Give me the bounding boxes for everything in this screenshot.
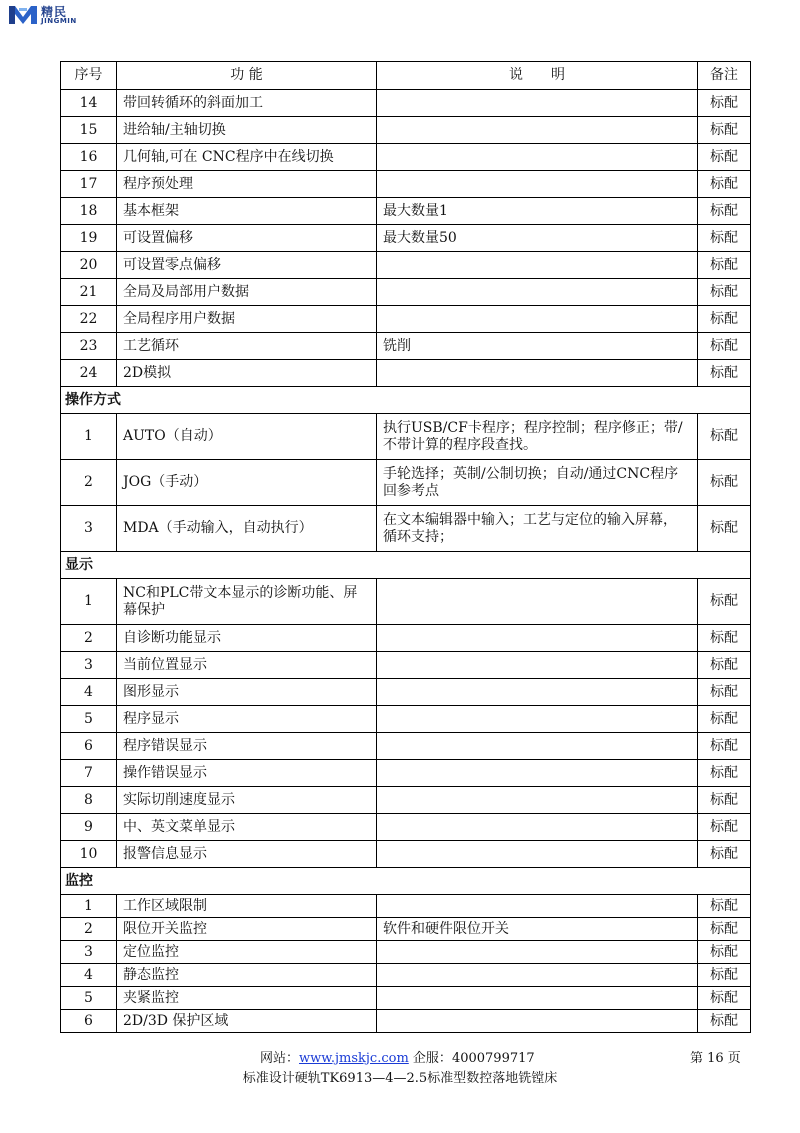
row-function: 报警信息显示 [117, 841, 377, 868]
row-no: 3 [61, 506, 117, 552]
row-note: 标配 [698, 306, 751, 333]
row-note: 标配 [698, 1010, 751, 1033]
footer-doc-title: 标准设计硬轨TK6913—4—2.5标准型数控落地铣镗床 [242, 1071, 558, 1086]
row-no: 21 [61, 279, 117, 306]
header-note: 备注 [698, 62, 751, 90]
row-no: 9 [61, 814, 117, 841]
row-desc [377, 1010, 698, 1033]
row-desc: 在文本编辑器中输入；工艺与定位的输入屏幕， 循环支持； [377, 506, 698, 552]
row-desc: 软件和硬件限位开关 [377, 918, 698, 941]
row-no: 1 [61, 414, 117, 460]
row-note: 标配 [698, 144, 751, 171]
row-function: 工艺循环 [117, 333, 377, 360]
row-function: 全局及局部用户数据 [117, 279, 377, 306]
header-function: 功 能 [117, 62, 377, 90]
table-row [61, 941, 751, 964]
row-desc [377, 652, 698, 679]
row-function: 程序预处理 [117, 171, 377, 198]
website-link[interactable]: www.jmskjc.com [299, 1051, 409, 1066]
table-row [61, 90, 751, 117]
row-desc [377, 814, 698, 841]
row-desc [377, 279, 698, 306]
row-function: 中、英文菜单显示 [117, 814, 377, 841]
row-note: 标配 [698, 252, 751, 279]
jingmin-logo-icon [8, 3, 38, 27]
row-note: 标配 [698, 171, 751, 198]
row-note: 标配 [698, 506, 751, 552]
table-row [61, 964, 751, 987]
header-desc: 说 明 [377, 62, 698, 90]
table-row [61, 787, 751, 814]
row-desc [377, 117, 698, 144]
section-title: 监控 [61, 868, 751, 895]
row-desc [377, 625, 698, 652]
row-desc [377, 964, 698, 987]
row-note: 标配 [698, 579, 751, 625]
row-function: 可设置零点偏移 [117, 252, 377, 279]
row-desc: 最大数量50 [377, 225, 698, 252]
row-function: 可设置偏移 [117, 225, 377, 252]
row-no: 4 [61, 964, 117, 987]
hotline-label: 企服： [412, 1051, 452, 1066]
row-function: 进给轴/主轴切换 [117, 117, 377, 144]
row-desc [377, 941, 698, 964]
row-no: 23 [61, 333, 117, 360]
function-table [60, 61, 751, 1033]
row-note: 标配 [698, 117, 751, 144]
table-row [61, 706, 751, 733]
section-header-operation [61, 387, 751, 414]
row-desc [377, 895, 698, 918]
row-desc [377, 679, 698, 706]
row-note: 标配 [698, 225, 751, 252]
row-no: 10 [61, 841, 117, 868]
table-row [61, 144, 751, 171]
row-note: 标配 [698, 918, 751, 941]
row-no: 15 [61, 117, 117, 144]
row-note: 标配 [698, 360, 751, 387]
table-row [61, 987, 751, 1010]
table-row [61, 733, 751, 760]
table-row [61, 117, 751, 144]
table-row [61, 460, 751, 506]
row-no: 20 [61, 252, 117, 279]
table-row [61, 360, 751, 387]
row-no: 14 [61, 90, 117, 117]
row-function: 几何轴,可在 CNC程序中在线切换 [117, 144, 377, 171]
section-title: 操作方式 [61, 387, 751, 414]
row-desc [377, 841, 698, 868]
table-row [61, 225, 751, 252]
row-function: JOG（手动） [117, 460, 377, 506]
row-function: 程序显示 [117, 706, 377, 733]
row-no: 2 [61, 918, 117, 941]
row-no: 5 [61, 987, 117, 1010]
row-function: 工作区域限制 [117, 895, 377, 918]
row-function: 夹紧监控 [117, 987, 377, 1010]
row-note: 标配 [698, 787, 751, 814]
row-function: 基本框架 [117, 198, 377, 225]
row-no: 19 [61, 225, 117, 252]
row-desc: 执行USB/CF卡程序；程序控制；程序修正；带/不带计算的程序段查找。 [377, 414, 698, 460]
section-title: 显示 [61, 552, 751, 579]
table-row [61, 760, 751, 787]
table-row [61, 679, 751, 706]
row-function: MDA（手动输入，自动执行） [117, 506, 377, 552]
row-desc [377, 144, 698, 171]
row-desc [377, 252, 698, 279]
row-note: 标配 [698, 625, 751, 652]
section-header-display [61, 552, 751, 579]
row-function: 操作错误显示 [117, 760, 377, 787]
website-label: 网站： [260, 1051, 300, 1066]
row-note: 标配 [698, 652, 751, 679]
row-function: 图形显示 [117, 679, 377, 706]
row-note: 标配 [698, 733, 751, 760]
table-row [61, 279, 751, 306]
header-no: 序号 [61, 62, 117, 90]
row-note: 标配 [698, 987, 751, 1010]
row-note: 标配 [698, 760, 751, 787]
row-note: 标配 [698, 964, 751, 987]
row-no: 18 [61, 198, 117, 225]
row-desc [377, 579, 698, 625]
table-row [61, 252, 751, 279]
row-function: 限位开关监控 [117, 918, 377, 941]
row-desc [377, 171, 698, 198]
row-note: 标配 [698, 198, 751, 225]
row-function: 全局程序用户数据 [117, 306, 377, 333]
row-desc [377, 306, 698, 333]
row-no: 5 [61, 706, 117, 733]
row-desc [377, 706, 698, 733]
logo-chinese-text: 精民 [41, 4, 68, 19]
row-no: 2 [61, 625, 117, 652]
row-desc [377, 90, 698, 117]
company-logo [8, 2, 77, 28]
footer-contact [260, 1047, 535, 1066]
table-row [61, 841, 751, 868]
table-row [61, 918, 751, 941]
row-function: 2D模拟 [117, 360, 377, 387]
logo-english-text: JINGMIN [41, 16, 77, 25]
table-row [61, 579, 751, 625]
row-desc [377, 987, 698, 1010]
section-header-monitor [61, 868, 751, 895]
row-note: 标配 [698, 460, 751, 506]
row-no: 4 [61, 679, 117, 706]
row-no: 7 [61, 760, 117, 787]
row-function: 程序错误显示 [117, 733, 377, 760]
row-note: 标配 [698, 941, 751, 964]
row-note: 标配 [698, 414, 751, 460]
row-note: 标配 [698, 841, 751, 868]
table-row [61, 306, 751, 333]
row-no: 3 [61, 941, 117, 964]
row-desc [377, 733, 698, 760]
table-row [61, 652, 751, 679]
row-function: 当前位置显示 [117, 652, 377, 679]
table-row [61, 895, 751, 918]
row-desc [377, 360, 698, 387]
table-row [61, 814, 751, 841]
page-number: 第 16 页 [690, 1051, 741, 1066]
table-row [61, 625, 751, 652]
row-desc [377, 787, 698, 814]
table-row [61, 506, 751, 552]
hotline-number: 4000799717 [451, 1051, 535, 1066]
row-no: 3 [61, 652, 117, 679]
row-no: 1 [61, 895, 117, 918]
row-no: 2 [61, 460, 117, 506]
row-function: 自诊断功能显示 [117, 625, 377, 652]
row-no: 22 [61, 306, 117, 333]
row-note: 标配 [698, 706, 751, 733]
row-note: 标配 [698, 679, 751, 706]
table-row [61, 171, 751, 198]
row-no: 8 [61, 787, 117, 814]
row-note: 标配 [698, 279, 751, 306]
table-row [61, 414, 751, 460]
row-function: 实际切削速度显示 [117, 787, 377, 814]
row-function: AUTO（自动） [117, 414, 377, 460]
row-no: 24 [61, 360, 117, 387]
row-function: 带回转循环的斜面加工 [117, 90, 377, 117]
row-note: 标配 [698, 333, 751, 360]
row-no: 16 [61, 144, 117, 171]
row-desc: 铣削 [377, 333, 698, 360]
row-function: 静态监控 [117, 964, 377, 987]
row-note: 标配 [698, 895, 751, 918]
row-no: 6 [61, 733, 117, 760]
row-desc: 手轮选择；英制/公制切换；自动/通过CNC程序回参考点 [377, 460, 698, 506]
row-function: 2D/3D 保护区域 [117, 1010, 377, 1033]
table-row [61, 1010, 751, 1033]
table-row [61, 333, 751, 360]
row-desc [377, 760, 698, 787]
row-function: 定位监控 [117, 941, 377, 964]
table-row [61, 198, 751, 225]
row-no: 6 [61, 1010, 117, 1033]
row-desc: 最大数量1 [377, 198, 698, 225]
row-note: 标配 [698, 90, 751, 117]
row-no: 1 [61, 579, 117, 625]
row-no: 17 [61, 171, 117, 198]
row-function: NC和PLC带文本显示的诊断功能、屏幕保护 [117, 579, 377, 625]
row-note: 标配 [698, 814, 751, 841]
